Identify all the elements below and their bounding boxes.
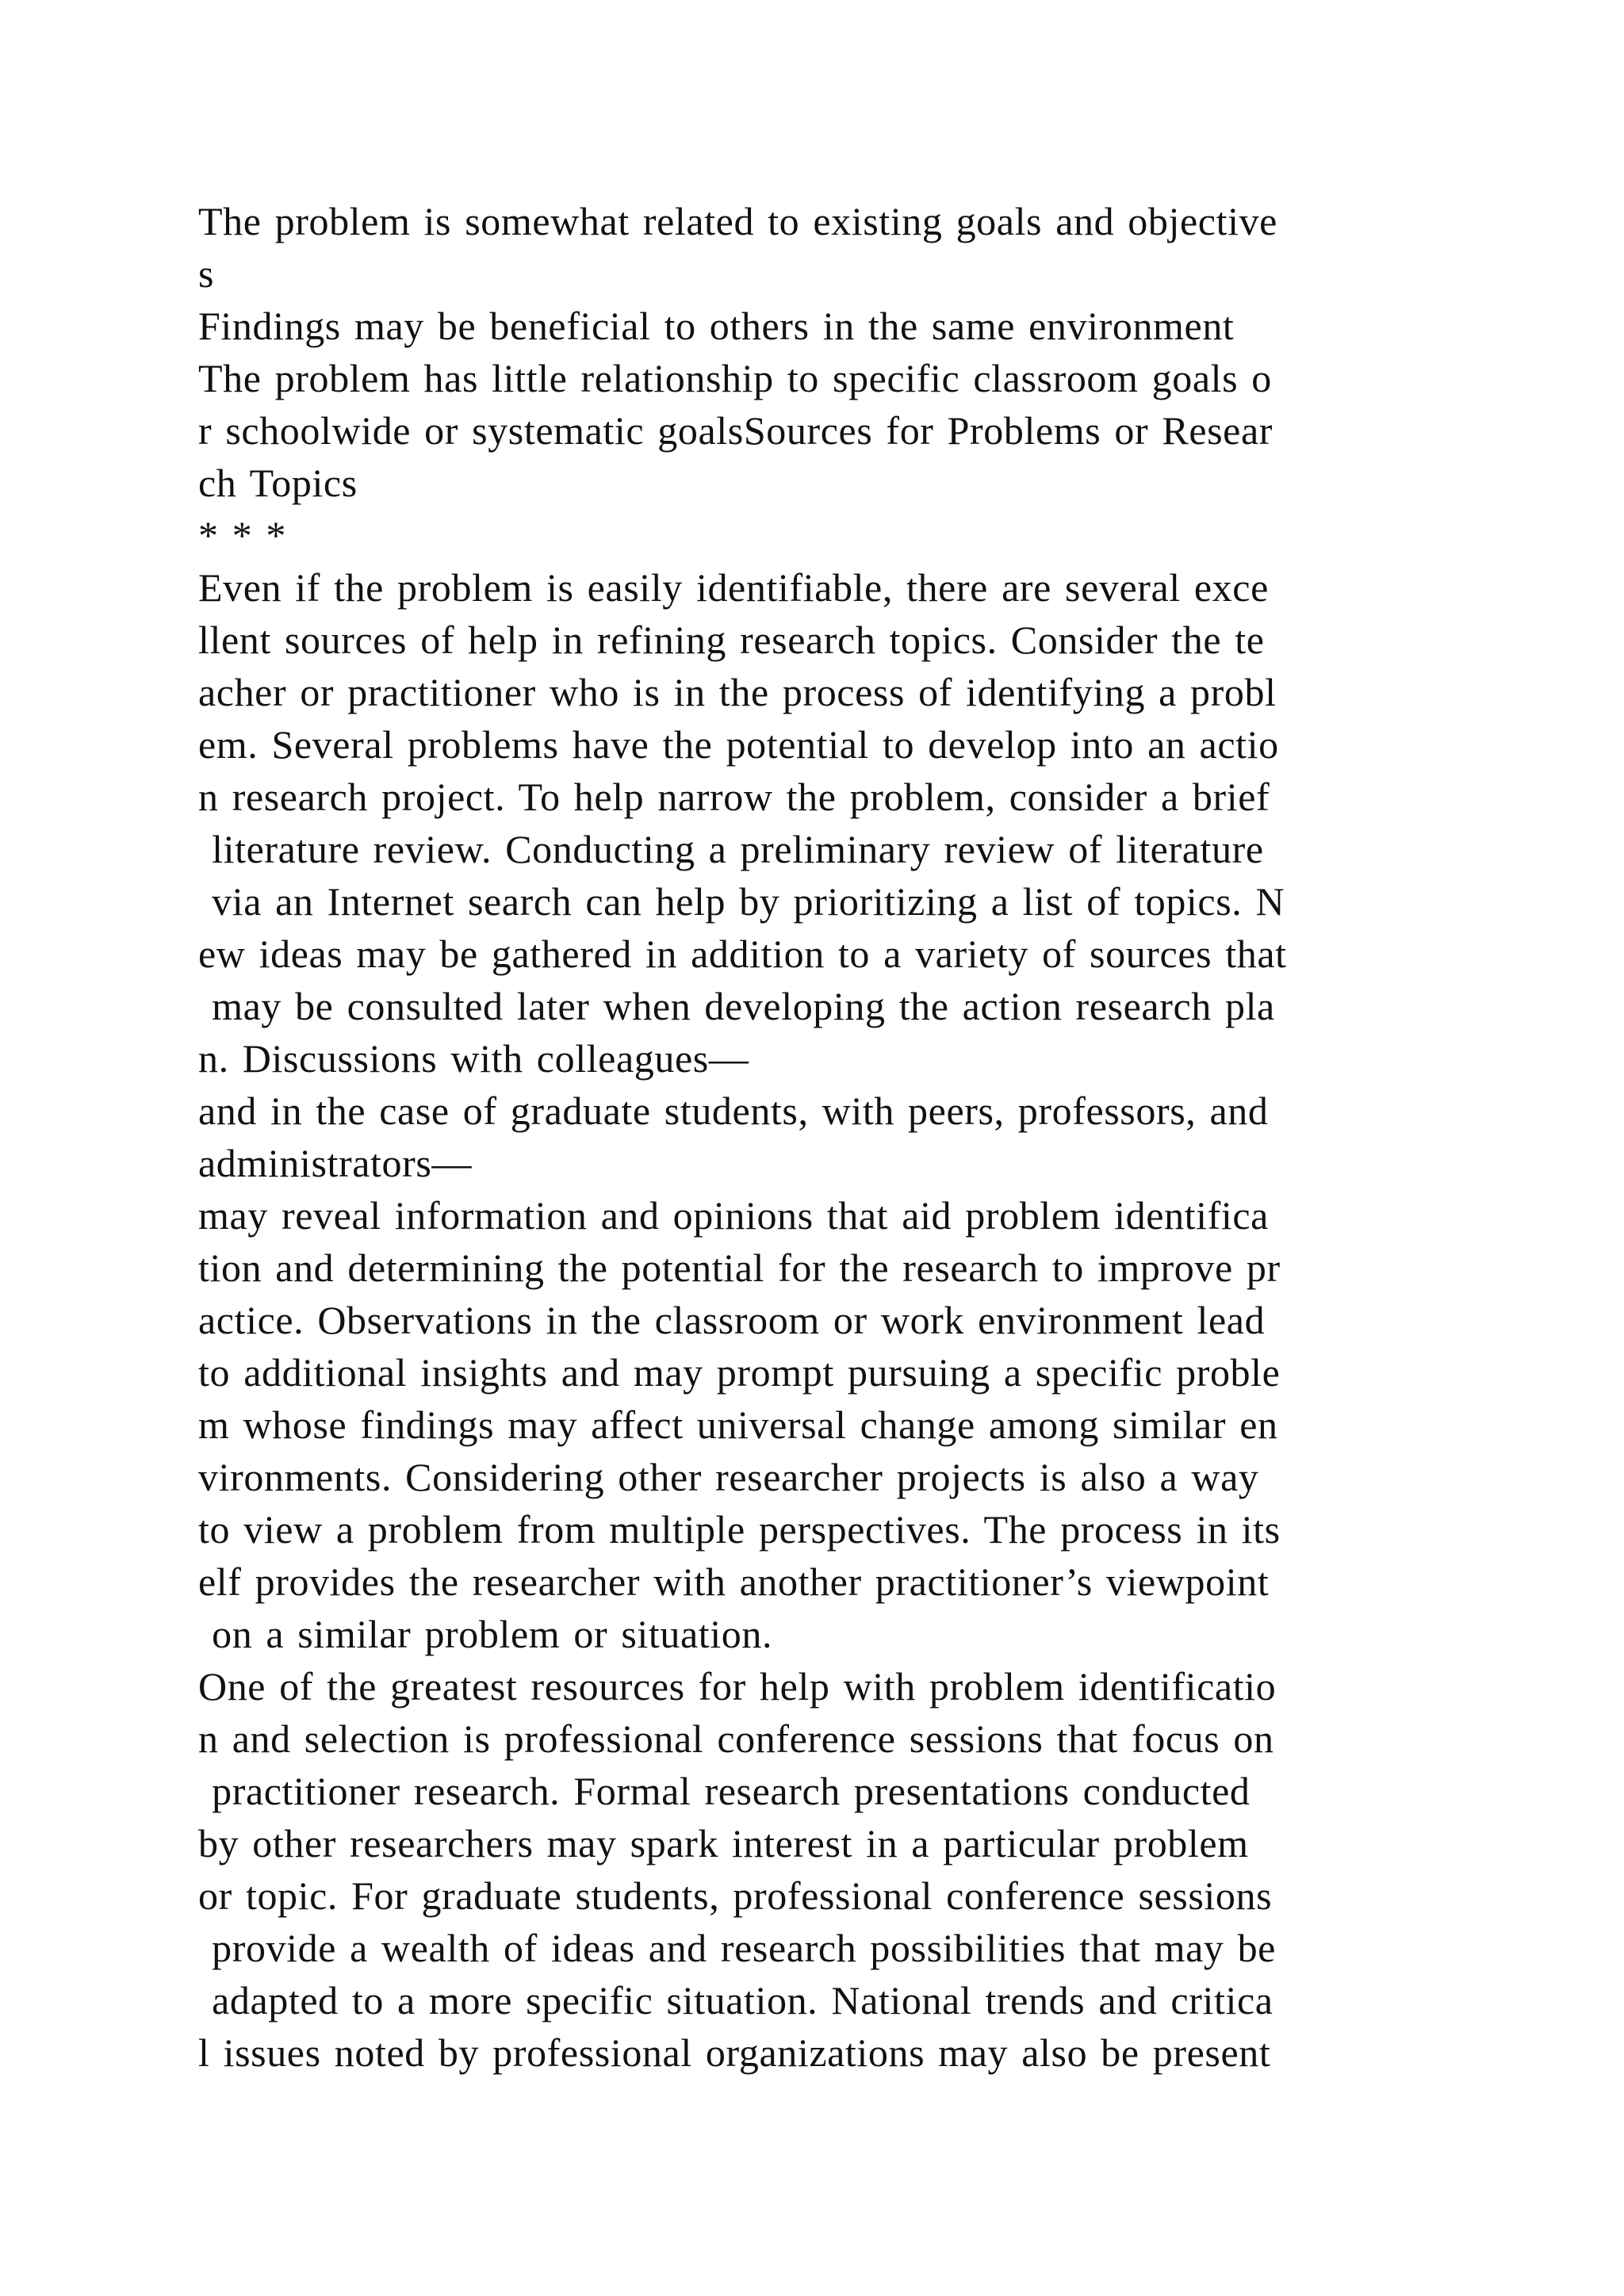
text-line: may reveal information and opinions that aid problem identifica [198, 1193, 1269, 1238]
text-line: s [198, 251, 215, 296]
text-line: n and selection is professional conference sessions that focus on [198, 1716, 1274, 1761]
text-line: may be consulted later when developing the action research pla [198, 984, 1275, 1028]
text-line: provide a wealth of ideas and research possibilities that may be [198, 1926, 1276, 1970]
text-line: administrators— [198, 1141, 473, 1185]
text-line: to additional insights and may prompt pursuing a specific proble [198, 1350, 1281, 1395]
text-line: elf provides the researcher with another practitioner’s viewpoint [198, 1559, 1270, 1604]
text-line: em. Several problems have the potential to develop into an actio [198, 722, 1279, 767]
text-line: acher or practitioner who is in the process of identifying a probl [198, 670, 1277, 714]
text-line: n. Discussions with colleagues— [198, 1036, 749, 1081]
text-line: tion and determining the potential for the research to improve pr [198, 1246, 1281, 1290]
text-line: n research project. To help narrow the problem, consider a brief [198, 775, 1270, 819]
text-line: m whose findings may affect universal change among similar en [198, 1402, 1278, 1447]
text-line: on a similar problem or situation. [198, 1612, 773, 1656]
text-line: actice. Observations in the classroom or work environment lead [198, 1298, 1266, 1342]
text-line: or topic. For graduate students, professional conference sessions [198, 1873, 1273, 1918]
text-line: and in the case of graduate students, with peers, professors, and [198, 1089, 1269, 1133]
text-line: l issues noted by professional organizations may also be present [198, 2030, 1271, 2075]
text-line: adapted to a more specific situation. National trends and critica [198, 1978, 1274, 2022]
text-line: by other researchers may spark interest in a particular problem [198, 1821, 1249, 1866]
text-line: literature review. Conducting a preliminary review of literature [198, 827, 1264, 871]
text-line: One of the greatest resources for help with problem identificatio [198, 1664, 1277, 1709]
text-line: via an Internet search can help by prioritizing a list of topics. N [198, 879, 1285, 924]
section-heading-line: ch Topics [198, 461, 358, 505]
text-line: to view a problem from multiple perspectives. The process in its [198, 1507, 1281, 1552]
text-line: llent sources of help in refining research topics. Consider the te [198, 618, 1265, 662]
text-line: The problem is somewhat related to existing goals and objective [198, 199, 1277, 243]
text-line: r schoolwide or systematic goalsSources for Problems or Resear [198, 408, 1274, 453]
text-line: vironments. Considering other researcher projects is also a way [198, 1455, 1259, 1499]
section-separator: * * * [198, 513, 286, 557]
text-line: The problem has little relationship to specific classroom goals o [198, 356, 1272, 400]
body-text [198, 195, 1467, 2079]
text-line: Even if the problem is easily identifiable, there are several exce [198, 565, 1269, 610]
text-line: practitioner research. Formal research presentations conducted [198, 1769, 1251, 1813]
text-line: ew ideas may be gathered in addition to a variety of sources that [198, 932, 1287, 976]
text-line: Findings may be beneficial to others in the same environment [198, 304, 1235, 348]
